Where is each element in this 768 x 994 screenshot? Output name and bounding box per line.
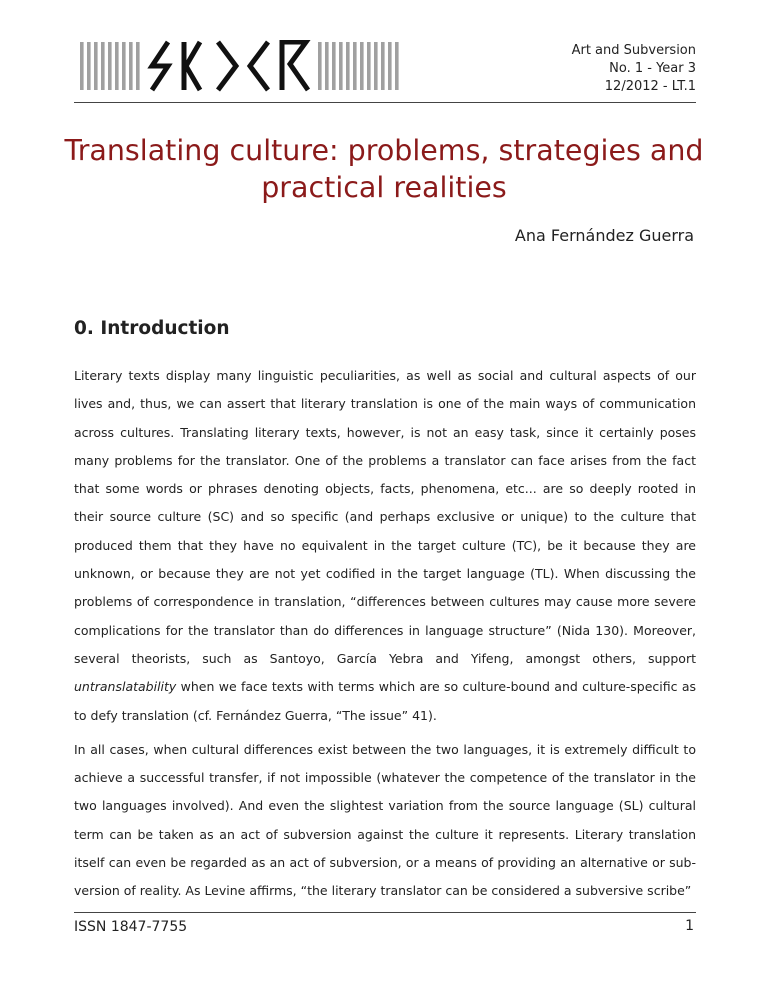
logo-letter-s bbox=[152, 42, 168, 90]
logo-letter-r bbox=[282, 42, 308, 90]
logo-stripe bbox=[374, 42, 378, 90]
issn: ISSN 1847-7755 bbox=[74, 919, 188, 935]
logo-letter-o-right bbox=[250, 42, 268, 90]
paragraph bbox=[74, 362, 696, 730]
logo-stripe bbox=[346, 42, 350, 90]
journal-logo bbox=[80, 40, 400, 92]
journal-info bbox=[572, 42, 696, 96]
logo-stripe bbox=[325, 42, 329, 90]
article-author: Ana Fernández Guerra bbox=[514, 226, 694, 245]
logo-stripe bbox=[136, 42, 140, 90]
logo-stripe bbox=[395, 42, 399, 90]
logo-letters bbox=[152, 42, 308, 90]
header-divider bbox=[74, 102, 696, 103]
logo-letter-k bbox=[184, 42, 200, 90]
section-heading: 0. Introduction bbox=[74, 318, 230, 339]
logo-stripe bbox=[101, 42, 105, 90]
logo-stripe bbox=[353, 42, 357, 90]
journal-issue: No. 1 - Year 3 bbox=[609, 61, 696, 76]
logo-stripe bbox=[87, 42, 91, 90]
journal-name: Art and Subversion bbox=[571, 43, 696, 58]
logo-stripe bbox=[94, 42, 98, 90]
logo-stripe bbox=[129, 42, 133, 90]
logo-stripe bbox=[339, 42, 343, 90]
logo-stripes bbox=[80, 42, 399, 90]
logo-stripe bbox=[318, 42, 322, 90]
article-body bbox=[74, 362, 696, 912]
logo-stripe bbox=[367, 42, 371, 90]
paragraph-text: when we face texts with terms which are so culture-bound and culture-specific as to defy translation (cf. Fernández Guerra, “The issue” 41). bbox=[74, 679, 696, 723]
logo-stripe bbox=[381, 42, 385, 90]
logo-stripe bbox=[108, 42, 112, 90]
paragraph-text: Literary texts display many linguistic peculiarities, as well as social and cultural aspects of our lives and, thus, we can assert that literary translation is one of the main ways of communication across cultures. Translating literary texts, however, is not an easy task, since it certainly poses many problems for the translator. One of the problems a translator can face arises from the fact that some words or phrases denoting objects, facts, phenomena, etc... are so deeply rooted in their source culture (SC) and so specific (and perhaps exclusive or unique) to the culture that produced them that they have no equivalent in the target culture (TC), be it because they are unknown, or because they are not yet codified in the target language (TL). When discussing the problems of correspondence in translation, “differences between cultures may cause more severe complications for the translator than do differences in language structure” (Nida 130). Moreover, several theorists, such as Santoyo, García Yebra and Yifeng, amongst others, support bbox=[74, 368, 696, 666]
journal-date: 12/2012 - LT.1 bbox=[604, 79, 696, 94]
footer-divider bbox=[74, 912, 696, 913]
page-number: 1 bbox=[685, 918, 694, 934]
logo-stripe bbox=[332, 42, 336, 90]
paragraph: In all cases, when cultural differences exist between the two languages, it is extremely difficult to achieve a successful transfer, if not impossible (whatever the competence of the translator in the two languages involved). And even the slightest variation from the source language (SL) cultural term can be taken as an act of subversion against the culture it represents. Literary translation itself can even be regarded as an act of subversion, or a means of providing an alternative or sub-version of reality. As Levine affirms, “the literary translator can be considered a subversive scribe” bbox=[74, 741, 696, 899]
logo-stripe bbox=[388, 42, 392, 90]
emphasized-term: untranslatability bbox=[74, 679, 177, 695]
logo-stripe bbox=[115, 42, 119, 90]
logo-stripe bbox=[122, 42, 126, 90]
logo-stripe bbox=[360, 42, 364, 90]
article-title: Translating culture: problems, strategies and practical realities bbox=[64, 134, 704, 204]
logo-letter-o-left bbox=[218, 42, 236, 90]
logo-stripe bbox=[80, 42, 84, 90]
